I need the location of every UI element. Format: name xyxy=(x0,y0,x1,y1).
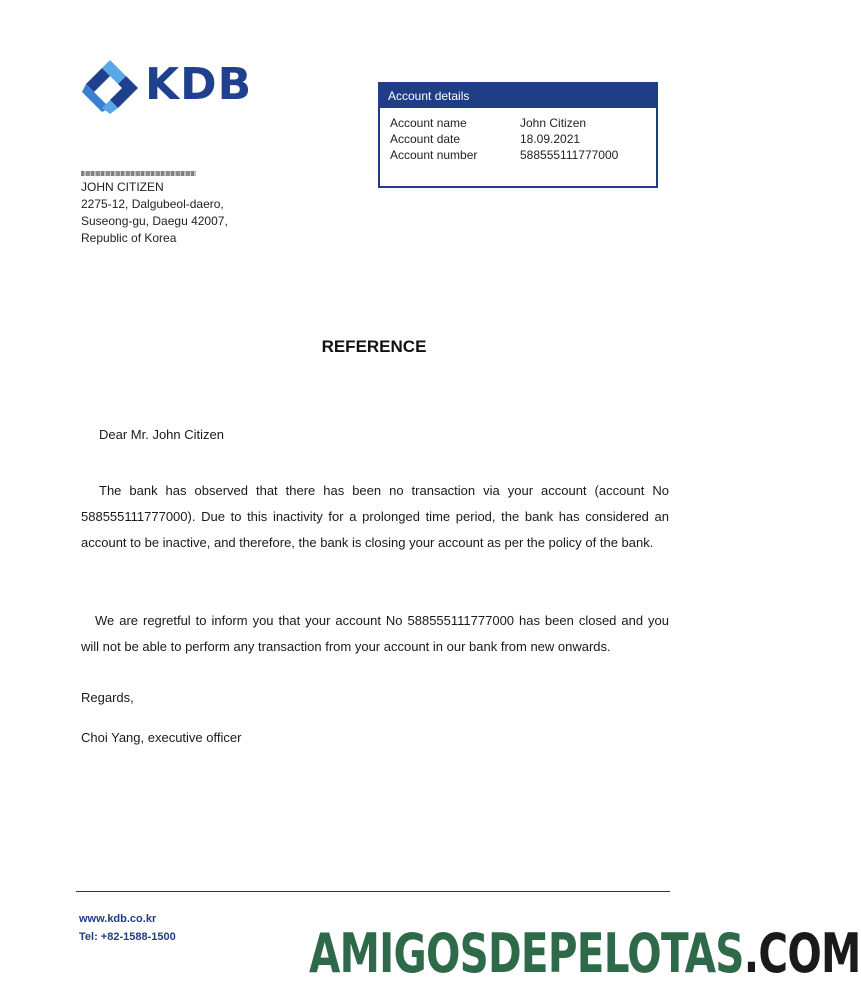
address-line-2: Suseong-gu, Daegu 42007, xyxy=(81,214,228,228)
account-name-row xyxy=(390,116,586,130)
footer-phone: Tel: +82-1588-1500 xyxy=(79,931,176,943)
logo-wordmark: KDB xyxy=(145,59,253,110)
closing: Regards, xyxy=(81,690,134,705)
account-number-label: Account number xyxy=(390,148,478,162)
salutation: Dear Mr. John Citizen xyxy=(99,427,224,442)
kdb-logo-mark-icon xyxy=(80,58,140,114)
recipient-name: JOHN CITIZEN xyxy=(81,180,164,194)
account-details-box xyxy=(378,82,658,188)
watermark xyxy=(309,922,861,985)
account-details-heading: Account details xyxy=(380,84,656,108)
account-date-label: Account date xyxy=(390,132,461,146)
account-number-row xyxy=(390,148,618,162)
kdb-logo xyxy=(80,58,260,120)
account-name-value: John Citizen xyxy=(520,116,587,130)
account-number-value: 588555111777000 xyxy=(520,148,619,162)
document-title: REFERENCE xyxy=(321,337,427,356)
signature: Choi Yang, executive officer xyxy=(81,730,242,745)
recipient-address xyxy=(81,169,228,247)
account-name-label: Account name xyxy=(390,116,467,130)
account-date-value: 18.09.2021 xyxy=(520,132,581,146)
watermark-tld: .COM xyxy=(743,922,861,985)
paragraph-1: The bank has observed that there has been no transaction via your account (account No 588555111777000). Due to this inactivity for a prolonged time period, the bank has considered an account to be inactive, and therefore, the bank is closing your account as per the policy of the bank. xyxy=(81,483,669,550)
footer-website: www.kdb.co.kr xyxy=(79,913,157,925)
redacted-line xyxy=(81,171,196,176)
address-line-1: 2275-12, Dalgubeol-daero, xyxy=(81,197,224,211)
address-line-3: Republic of Korea xyxy=(81,231,177,245)
account-date-row xyxy=(390,132,580,146)
footer-divider xyxy=(76,891,670,892)
watermark-name: AMIGOSDEPELOTAS xyxy=(309,922,744,985)
paragraph-2: We are regretful to inform you that your account No 588555111777000 has been closed and you will not be able to perform any transaction from your account in our bank from new onwards. xyxy=(81,613,669,654)
